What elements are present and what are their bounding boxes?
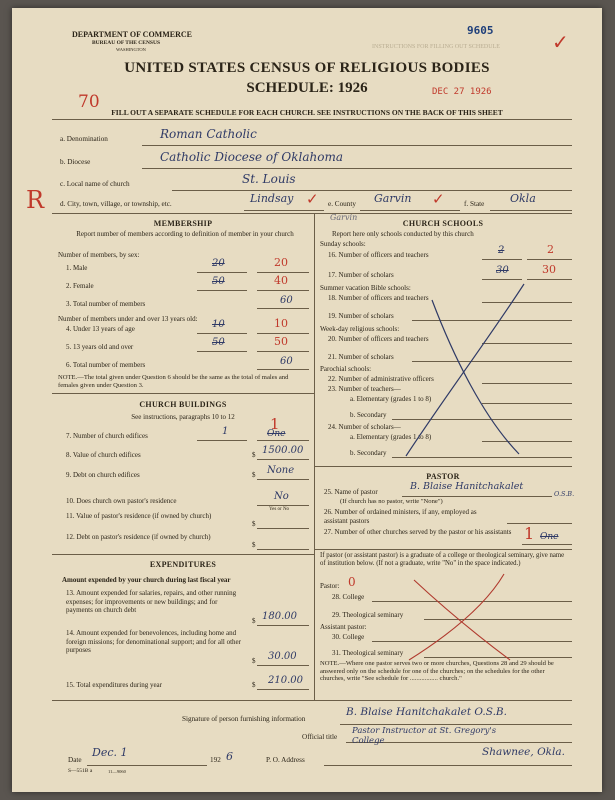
pastor-note: NOTE.—Where one pastor serves two or more churches, Questions 28 and 29 should be answered only on the schedule for one of the churches; on the schedules for the other churches, write "See schedule for ................. church.": [320, 660, 554, 683]
q2-label: 2. Female: [66, 282, 94, 290]
schedule-title: SCHEDULE: 1926: [246, 80, 368, 96]
q3-label: 3. Total number of members: [66, 300, 146, 308]
q5-crossed-value: 50: [212, 337, 225, 348]
local-name-label: c. Local name of church: [60, 180, 130, 188]
q16-crossed-value: 2: [498, 245, 505, 256]
q21-label: 21. Number of scholars: [328, 353, 394, 361]
address-value[interactable]: Shawnee, Okla.: [482, 746, 565, 758]
check-mark-icon: ✓: [432, 192, 445, 208]
q9-value[interactable]: None: [267, 465, 295, 476]
state-label: f. State: [464, 200, 485, 208]
weekday-label: Week-day religious schools:: [320, 325, 400, 333]
q8-value[interactable]: 1500.00: [262, 445, 304, 456]
form-code: S—551B a: [68, 768, 93, 774]
q25-value[interactable]: B. Blaise Hanitchakalet: [410, 481, 524, 492]
asst-sub-label: Assistant pastor:: [320, 623, 367, 631]
graduate-intro: If pastor (or assistant pastor) is a graduate of a college or theological seminary, give name of institution below. (If not a graduate, write "No" in the space indicated.): [320, 552, 565, 567]
handwritten-number: 70: [78, 92, 100, 112]
q4-crossed-value: 10: [212, 319, 225, 330]
q30-label: 30. College: [332, 633, 365, 641]
pastor-heading: PASTOR: [426, 472, 460, 481]
q1-value[interactable]: 20: [274, 256, 288, 269]
q27-value[interactable]: 1: [524, 524, 535, 543]
instructions-banner: FILL OUT A SEPARATE SCHEDULE FOR EACH CHURCH. SEE INSTRUCTIONS ON THE BACK OF THIS SHEET: [111, 108, 503, 117]
date-value[interactable]: Dec. 1: [92, 746, 128, 759]
department-name: DEPARTMENT OF COMMERCE: [72, 30, 193, 39]
q17-label: 17. Number of scholars: [328, 271, 394, 279]
q11-label: 11. Value of pastor's residence (if owned by church): [66, 512, 212, 520]
form-title: UNITED STATES CENSUS OF RELIGIOUS BODIES: [124, 60, 490, 76]
q13-dollar: $: [252, 617, 256, 625]
membership-heading: MEMBERSHIP: [153, 219, 213, 228]
q5-label: 5. 13 years old and over: [66, 343, 134, 351]
official-title-value[interactable]: Pastor Instructor at St. Gregory's College: [352, 726, 497, 746]
q1-label: 1. Male: [66, 264, 88, 272]
check-mark-icon: ✓: [306, 192, 319, 208]
sunday-label: Sunday schools:: [320, 240, 366, 248]
q29-label: 29. Theological seminary: [332, 611, 404, 619]
received-date-stamp: DEC 27 1926: [432, 87, 492, 97]
q23-label: 23. Number of teachers—: [328, 385, 401, 393]
q10-label: 10. Does church own pastor's residence: [66, 497, 177, 505]
expenditures-heading: EXPENDITURES: [149, 560, 217, 569]
q1-crossed-value: 20: [212, 258, 225, 269]
q5-value[interactable]: 50: [274, 335, 288, 348]
q4-label: 4. Under 13 years of age: [66, 325, 135, 333]
expenditures-intro: Amount expended by your church during last fiscal year: [62, 576, 231, 584]
membership-intro: Report number of members according to definition of member in your church: [76, 230, 294, 238]
q8-dollar: $: [252, 451, 256, 459]
city-value[interactable]: Lindsay: [250, 192, 294, 205]
q27-struck-value: One: [540, 532, 559, 542]
membership-note: NOTE.—The total given under Question 6 should be the same as the total of males and females given under Question 3.: [58, 374, 289, 389]
bureau-city: WASHINGTON: [116, 47, 146, 52]
q15-value[interactable]: 210.00: [268, 675, 303, 686]
q11-dollar: $: [252, 520, 256, 528]
buildings-intro: See instructions, paragraphs 10 to 12: [131, 413, 235, 421]
diocese-value[interactable]: Catholic Diocese of Oklahoma: [160, 150, 343, 164]
census-schedule-sheet: [12, 8, 602, 792]
q10-hint: Yes or No: [269, 507, 290, 512]
pastor-no-mark: 0: [348, 575, 356, 589]
date-label: Date: [68, 756, 82, 764]
q7-crossed-value: 1: [222, 426, 229, 437]
parochial-label: Parochial schools:: [320, 365, 372, 373]
diocese-label: b. Diocese: [60, 158, 91, 166]
year-prefix: 192: [210, 756, 221, 764]
q6-label: 6. Total number of members: [66, 361, 146, 369]
q24-label: 24. Number of scholars—: [328, 423, 401, 431]
q12-dollar: $: [252, 541, 256, 549]
q24a-label: a. Elementary (grades 1 to 8): [350, 433, 432, 441]
q10-value[interactable]: No: [274, 491, 289, 502]
q9-label: 9. Debt on church edifices: [66, 471, 140, 479]
summer-label: Summer vacation Bible schools:: [320, 284, 411, 292]
back-bleed-text: INSTRUCTIONS FOR FILLING OUT SCHEDULE: [372, 44, 500, 50]
q2-crossed-value: 50: [212, 276, 225, 287]
q16-label: 16. Number of officers and teachers: [328, 251, 429, 259]
signature-label: Signature of person furnishing information: [182, 715, 306, 723]
q14-dollar: $: [252, 657, 256, 665]
q25-suffix: O.S.B.: [554, 490, 575, 498]
q23b-label: b. Secondary: [350, 411, 387, 419]
q23a-label: a. Elementary (grades 1 to 8): [350, 395, 432, 403]
schools-cross-out-mark: [314, 278, 572, 468]
q25-hint: (If church has no pastor, write "None"): [340, 498, 443, 505]
q13-value[interactable]: 180.00: [262, 611, 297, 622]
q19-label: 19. Number of scholars: [328, 312, 394, 320]
state-value[interactable]: Okla: [510, 192, 536, 205]
q31-label: 31. Theological seminary: [332, 649, 404, 657]
denomination-label: a. Denomination: [60, 135, 108, 143]
year-value[interactable]: 6: [226, 750, 233, 763]
buildings-heading: CHURCH BUILDINGS: [139, 400, 227, 409]
q17-crossed-value: 30: [496, 265, 509, 276]
schools-intro: Report here only schools conducted by this church: [332, 230, 474, 238]
pastor-cross-out-mark: [314, 568, 572, 663]
q6-value[interactable]: 60: [280, 356, 293, 367]
county-value[interactable]: Garvin: [374, 192, 412, 205]
q14-label: 14. Amount expended for benevolences, including home and foreign missions; for denominational support; and for all other purposes: [66, 629, 241, 654]
county-label: e. County: [328, 200, 356, 208]
q26-label: 26. Number of ordained ministers, if any, employed as assistant pastors: [324, 508, 477, 525]
local-name-value[interactable]: St. Louis: [242, 172, 296, 186]
stamp-number: 9605: [467, 24, 494, 37]
q12-label: 12. Debt on pastor's residence (if owned by church): [66, 533, 211, 541]
q20-label: 20. Number of officers and teachers: [328, 335, 429, 343]
margin-mark-r: R: [26, 186, 45, 214]
address-label: P. O. Address: [266, 756, 305, 764]
q15-dollar: $: [252, 681, 256, 689]
q17-value[interactable]: 30: [542, 263, 556, 276]
q8-label: 8. Value of church edifices: [66, 451, 141, 459]
q3-value[interactable]: 60: [280, 295, 293, 306]
garvin-note: Garvin: [330, 213, 358, 222]
q16-value[interactable]: 2: [547, 243, 554, 256]
denomination-value[interactable]: Roman Catholic: [160, 127, 257, 141]
city-label: d. City, town, village, or township, etc.: [60, 200, 172, 208]
q13-label: 13. Amount expended for salaries, repairs, and other running expenses; for improvements or new buildings; and for payments on church debt: [66, 589, 237, 614]
q14-value[interactable]: 30.00: [268, 651, 297, 662]
q9-dollar: $: [252, 471, 256, 479]
q4-value[interactable]: 10: [274, 317, 288, 330]
bureau-name: BUREAU OF THE CENSUS: [92, 40, 161, 46]
q24b-label: b. Secondary: [350, 449, 387, 457]
by-sex-label: Number of members, by sex:: [58, 251, 140, 259]
q7-struck-value: One: [267, 429, 286, 439]
print-code: 11—9060: [108, 769, 126, 774]
q18-label: 18. Number of officers and teachers: [328, 294, 429, 302]
q22-label: 22. Number of administrative officers: [328, 375, 434, 383]
q15-label: 15. Total expenditures during year: [66, 681, 162, 689]
pastor-sub-label: Pastor:: [320, 582, 340, 590]
check-mark-icon: ✓: [552, 30, 569, 54]
q27-label: 27. Number of other churches served by the pastor or his assistants: [324, 528, 512, 536]
official-title-label: Official title: [302, 733, 338, 741]
age-intro: Number of members under and over 13 years old:: [58, 315, 198, 323]
signature-value[interactable]: B. Blaise Hanitchakalet O.S.B.: [346, 706, 507, 718]
schools-heading: CHURCH SCHOOLS: [402, 219, 484, 228]
q7-label: 7. Number of church edifices: [66, 432, 148, 440]
q2-value[interactable]: 40: [274, 274, 288, 287]
q7-value[interactable]: 1: [270, 415, 280, 433]
q28-label: 28. College: [332, 593, 365, 601]
q25-label: 25. Name of pastor: [324, 488, 378, 496]
